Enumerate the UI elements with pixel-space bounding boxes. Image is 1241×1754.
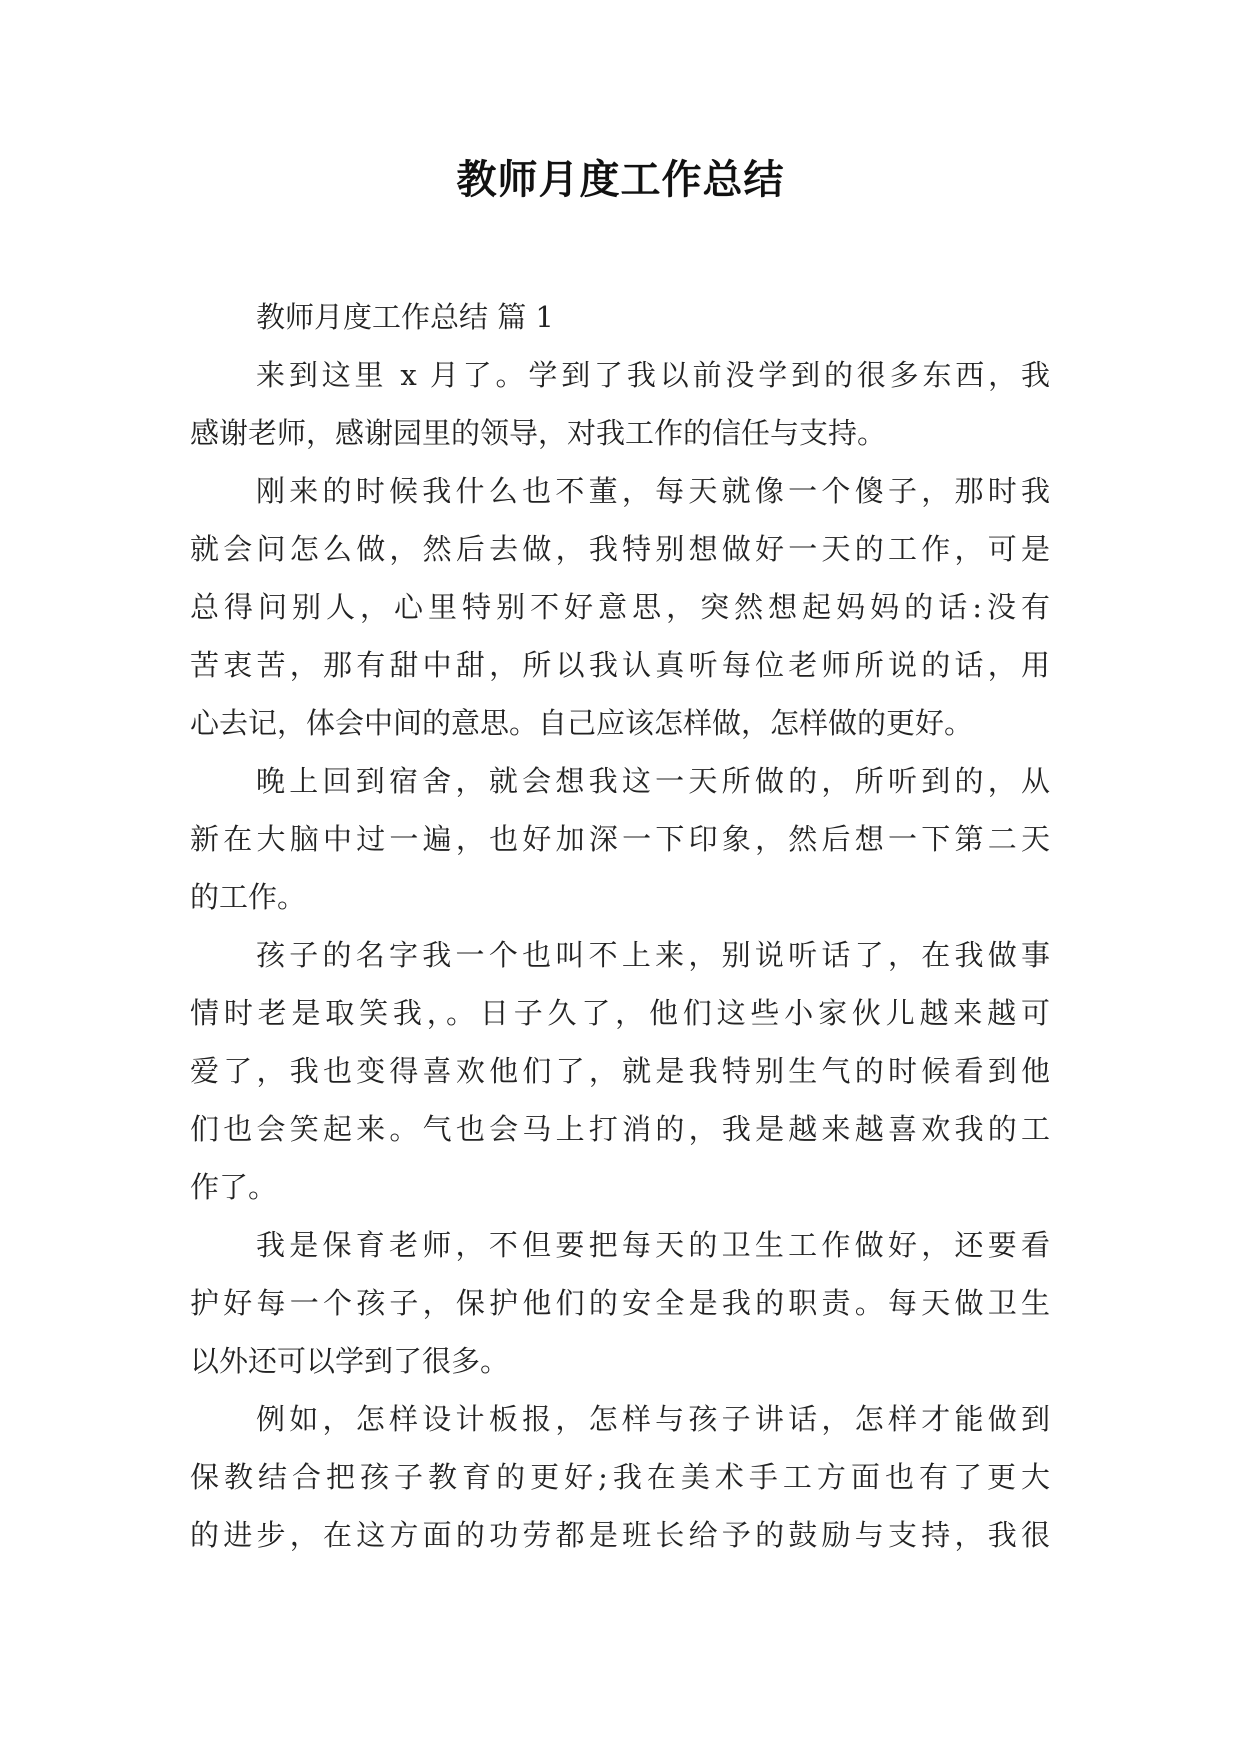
text-line: 来到这里 x 月了。学到了我以前没学到的很多东西，我 (256, 358, 1050, 392)
text-line: 总得问别人，心里特别不好意思，突然想起妈妈的话:没有 (190, 590, 1050, 624)
text-line: 心去记，体会中间的意思。自己应该怎样做，怎样做的更好。 (190, 706, 974, 740)
text-line: 以外还可以学到了很多。 (190, 1344, 510, 1378)
text-line: 就会问怎么做，然后去做，我特别想做好一天的工作，可是 (190, 532, 1050, 566)
text-line: 晚上回到宿舍，就会想我这一天所做的，所听到的，从 (256, 764, 1050, 798)
text-line: 的工作。 (190, 880, 307, 914)
text-line: 苦衷苦，那有甜中甜，所以我认真听每位老师所说的话，用 (190, 648, 1050, 682)
document-title: 教师月度工作总结 (456, 157, 785, 203)
text-line: 刚来的时候我什么也不董，每天就像一个傻子，那时我 (256, 474, 1050, 508)
text-line: 保教结合把孩子教育的更好;我在美术手工方面也有了更大 (190, 1460, 1050, 1494)
text-line: 新在大脑中过一遍，也好加深一下印象，然后想一下第二天 (190, 822, 1050, 856)
text-line: 们也会笑起来。气也会马上打消的，我是越来越喜欢我的工 (190, 1112, 1050, 1146)
document-body (190, 288, 1050, 1564)
text-line: 例如，怎样设计板报，怎样与孩子讲话，怎样才能做到 (256, 1402, 1050, 1436)
text-line: 情时老是取笑我，。日子久了，他们这些小家伙儿越来越可 (190, 996, 1050, 1030)
text-line: 感谢老师，感谢园里的领导，对我工作的信任与支持。 (190, 416, 887, 450)
text-line: 护好每一个孩子，保护他们的安全是我的职责。每天做卫生 (190, 1286, 1050, 1320)
text-line: 孩子的名字我一个也叫不上来，别说听话了，在我做事 (256, 938, 1050, 972)
text-line: 教师月度工作总结 篇 1 (256, 300, 554, 334)
text-line: 爱了，我也变得喜欢他们了，就是我特别生气的时候看到他 (190, 1054, 1050, 1088)
text-line: 作了。 (190, 1170, 278, 1204)
text-line: 的进步，在这方面的功劳都是班长给予的鼓励与支持，我很 (190, 1518, 1050, 1552)
text-line: 我是保育老师，不但要把每天的卫生工作做好，还要看 (256, 1228, 1050, 1262)
